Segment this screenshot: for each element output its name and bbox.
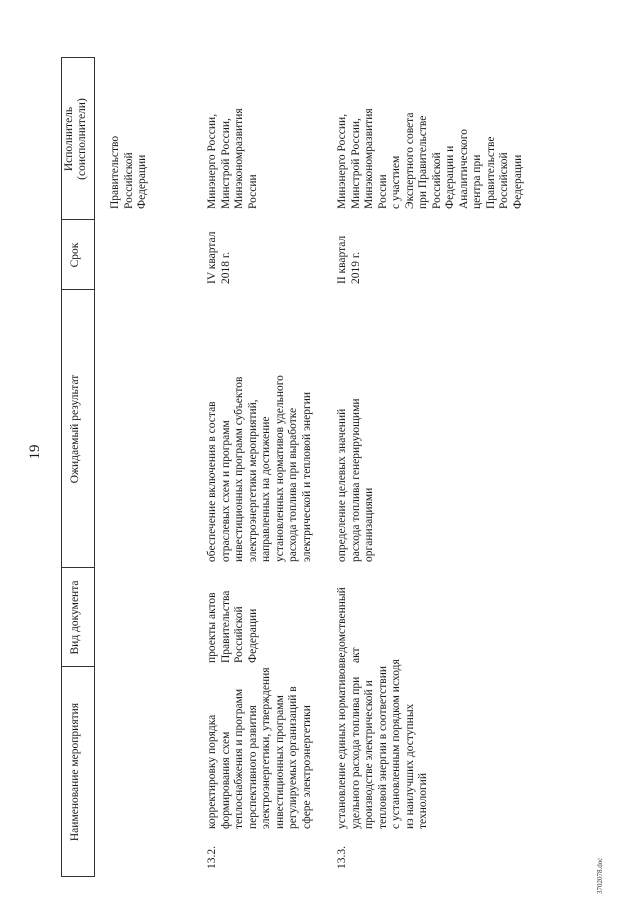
text-line: Федерации [136, 154, 148, 209]
header-executor-line1: Исполнитель [63, 106, 75, 172]
row-executor [336, 59, 525, 209]
text-line: России [246, 174, 259, 209]
row-doc-type [336, 568, 363, 663]
text-line: установленных нормативов удельного [273, 375, 286, 562]
row-number: 13.2. [206, 846, 218, 869]
text-line: сфере электроэнергетики [300, 705, 313, 829]
text-line: Федерации [511, 154, 524, 209]
text-line: Минстрой России, [219, 118, 232, 209]
measures-table [61, 57, 591, 877]
row-deadline [206, 220, 233, 284]
page-number: 19 [27, 444, 43, 460]
text-line: организациями [363, 487, 375, 562]
text-line: центра при [471, 154, 483, 209]
text-line: Правительства [219, 590, 232, 663]
row-executor [206, 59, 260, 209]
row-result [206, 290, 314, 562]
text-line: с установленным порядком исходя [390, 659, 402, 829]
text-line: определение целевых значений [336, 408, 348, 562]
text-line: корректировку порядка [206, 714, 218, 829]
header-result: Ожидаемый результат [69, 374, 81, 484]
footer-filename: 3702078.doc [596, 857, 604, 894]
text-line: акт [349, 647, 362, 663]
continuation-executor [109, 59, 150, 209]
text-line: производстве электрической и [363, 680, 375, 829]
text-line: инвестиционных программ субъектов [233, 376, 245, 562]
text-line: Минэкономразвития [233, 108, 245, 209]
text-line: электрической и тепловой энергии [300, 391, 313, 562]
text-line: Правительстве [484, 136, 497, 209]
text-line: тепловой энергии в соответствии [376, 665, 389, 829]
text-line: установление единых нормативов [336, 662, 348, 829]
text-line: Российской [122, 152, 135, 209]
text-line: проекты актов [206, 592, 218, 663]
row-name [206, 667, 314, 829]
text-line: расхода топлива генерирующими [349, 398, 362, 562]
row-deadline [336, 220, 363, 284]
row-name [336, 659, 431, 829]
text-line: инвестиционных программ [273, 695, 286, 829]
text-line: теплоснабжения и программ [233, 688, 245, 829]
text-line: Минэнерго России, [206, 113, 218, 209]
text-line: направленных на достижение [260, 416, 272, 562]
rotated-page [25, 22, 615, 894]
text-line: Аналитического [457, 129, 470, 209]
text-line: Правительство [109, 135, 121, 209]
text-line: удельного расхода топлива при [349, 676, 362, 829]
text-line: Экспертного совета [403, 112, 416, 209]
header-executor [63, 58, 89, 220]
text-line: формирования схем [219, 731, 232, 829]
text-line: Российской [498, 152, 510, 209]
text-line: при Правительстве [417, 115, 429, 209]
header-bottom-border [94, 57, 95, 877]
text-line: электроэнергетики, утверждения [260, 667, 272, 829]
header-name: Наименование мероприятия [69, 702, 81, 842]
row-doc-type [206, 568, 260, 663]
text-line: перспективного развития [246, 705, 259, 829]
text-line: Минэкономразвития [363, 108, 375, 209]
header-executor-line2: (соисполнители) [76, 98, 88, 180]
text-line: обеспечение включения в состав [206, 401, 218, 562]
header-doc-type: Вид документа [69, 580, 81, 655]
text-line: регулируемых организаций в [287, 686, 299, 829]
text-line: 2018 г. [219, 251, 232, 284]
text-line: расхода топлива при выработке [287, 407, 299, 562]
text-line: IV квартал [206, 231, 218, 284]
table-top-border [61, 57, 62, 877]
row-number: 13.3. [336, 846, 348, 869]
text-line: из наилучших доступных [403, 703, 416, 829]
text-line: с участием [390, 155, 402, 209]
text-line: ведомственный [336, 587, 348, 663]
text-line: Минэнерго России, [336, 113, 348, 209]
text-line: 2019 г. [349, 251, 362, 284]
text-line: Российской [430, 152, 443, 209]
text-line: Федерации и [444, 145, 456, 209]
row-result [336, 290, 377, 562]
text-line: электроэнергетики мероприятий, [246, 399, 259, 562]
header-deadline: Срок [69, 242, 81, 268]
text-line: Минстрой России, [349, 118, 362, 209]
text-line: России [376, 174, 389, 209]
text-line: Федерации [246, 608, 259, 663]
text-line: технологий [417, 773, 429, 829]
text-line: Российской [233, 606, 245, 663]
text-line: отраслевых схем и программ [219, 420, 232, 562]
text-line: II квартал [336, 235, 348, 284]
